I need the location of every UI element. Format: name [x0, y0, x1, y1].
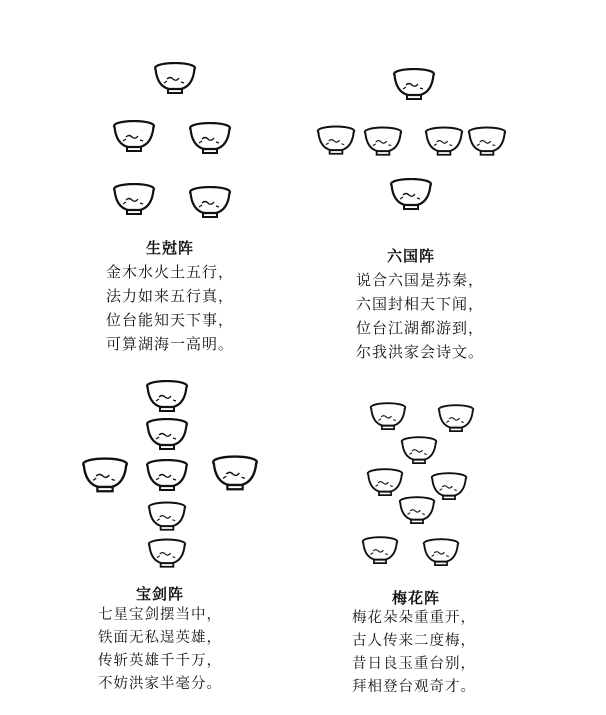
poem-line: 位台江湖都游到，: [356, 319, 485, 337]
formation-title: 六国阵: [386, 247, 435, 265]
teacup-icon: [147, 537, 187, 571]
poem-line: 不妨洪家半毫分。: [98, 676, 222, 692]
teacup-icon: [188, 122, 232, 156]
poem-line: 铁面无私逞英雄，: [98, 630, 222, 646]
teacup-icon: [389, 178, 433, 212]
teacup-icon: [424, 125, 464, 159]
teacup-icon: [112, 120, 156, 154]
formation-poem: [352, 607, 476, 699]
teacup-icon: [369, 402, 407, 432]
poem-line: 尔我洪家会诗文。: [356, 343, 485, 361]
poem-line: 可算湖海一高明。: [106, 335, 235, 353]
teacup-icon: [316, 124, 356, 158]
formation-poem: [98, 604, 222, 696]
poem-line: 金木水火土五行，: [106, 263, 235, 281]
teacup-icon: [145, 380, 189, 414]
poem-line: 昔日良玉重台别，: [352, 656, 476, 672]
teacup-icon: [467, 125, 507, 159]
teacup-icon: [422, 538, 460, 568]
teacup-icon: [145, 459, 189, 493]
teacup-icon: [112, 183, 156, 217]
poem-line: 位台能知天下事，: [106, 311, 235, 329]
teacup-icon: [188, 186, 232, 220]
teacup-icon: [366, 468, 404, 498]
poem-line: 梅花朵朵重重开，: [352, 610, 476, 626]
poem-line: 七星宝剑摆当中，: [98, 607, 222, 623]
poem-line: 拜相登台观奇才。: [352, 679, 476, 695]
teacup-icon: [392, 68, 436, 102]
formation-title: 生尅阵: [145, 239, 194, 257]
teacup-icon: [147, 500, 187, 534]
teacup-icon: [153, 62, 197, 96]
poem-line: 传斩英雄千千万，: [98, 653, 222, 669]
formation-poem: [106, 260, 234, 356]
teacup-icon: [211, 455, 259, 493]
poem-line: 法力如来五行真，: [106, 287, 235, 305]
teacup-icon: [145, 418, 189, 452]
formation-title: 梅花阵: [391, 589, 440, 607]
poem-line: 古人传来二度梅，: [352, 633, 476, 649]
teacup-icon: [363, 125, 403, 159]
teacup-icon: [398, 496, 436, 526]
teacup-icon: [437, 404, 475, 434]
teacup-icon: [81, 457, 129, 495]
teacup-icon: [361, 536, 399, 566]
teacup-icon: [400, 436, 438, 466]
formation-poem: [356, 268, 484, 364]
poem-line: 六国封相天下闻，: [356, 295, 485, 313]
poem-line: 说合六国是苏秦，: [356, 271, 485, 289]
formation-title: 宝剑阵: [135, 585, 184, 603]
